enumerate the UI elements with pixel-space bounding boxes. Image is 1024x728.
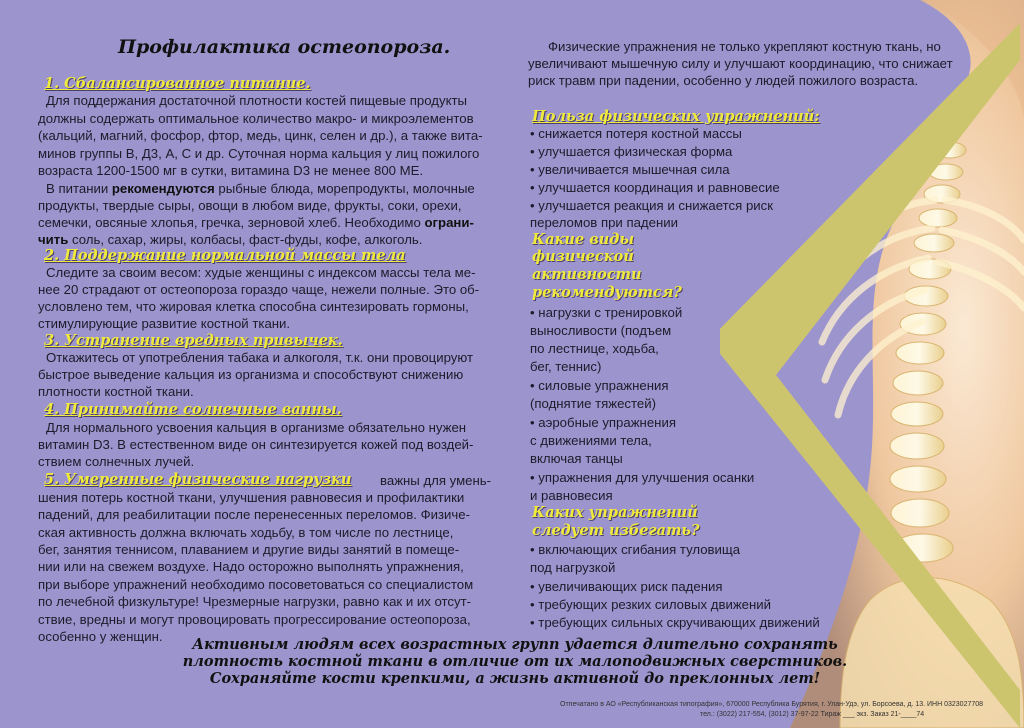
section5-text: бег, занятия теннисом, плаванием и другие виды занятий в помеще- <box>38 542 460 557</box>
kinds-item: бег, теннис) <box>530 359 602 374</box>
intro-text: Физические упражнения не только укрепляют костную ткань, но <box>548 39 941 54</box>
avoid-item: • увеличивающих риск падения <box>530 579 723 594</box>
avoid-heading: Каких упражнений <box>532 504 698 521</box>
section4-heading: 4. Принимайте солнечные ванны. <box>44 401 342 418</box>
avoid-item: • требующих резких силовых движений <box>530 597 771 612</box>
kinds-item: • аэробные упражнения <box>530 415 676 430</box>
section1-heading: 1. Сбалансированное питание. <box>44 75 311 92</box>
section1-text: возраста 1200-1500 мг в сутки, витамина D3 не менее 800 МЕ. <box>38 163 424 178</box>
kinds-item: (поднятие тяжестей) <box>530 396 657 411</box>
benefit-item: • увеличивается мышечная сила <box>530 162 730 177</box>
benefit-item: • улучшается физическая форма <box>530 144 733 159</box>
section1-text: минов группы В, Д3, А, С и др. Суточная норма кальция у лиц пожилого <box>38 146 480 161</box>
imprint-text: Отпечатано в АО «Республиканская типография», 670000 Республика Бурятия, г. Улан-Удэ, ул. Борсоева, д. 13. ИНН 0323027708 <box>560 701 984 708</box>
limit-emphasis: чить <box>38 232 69 247</box>
kinds-item: • нагрузки с тренировкой <box>530 305 683 320</box>
section5-text: важны для умень- <box>380 473 492 488</box>
avoid-heading: следует избегать? <box>532 522 700 539</box>
intro-text: увеличивают мышечную силу и улучшают координацию, что снижает <box>528 56 953 71</box>
section5-text: шения потерь костной ткани, улучшения равновесия и профилактики <box>38 490 465 505</box>
section3-text: плотности костной ткани. <box>38 384 194 399</box>
avoid-item: • требующих сильных скручивающих движений <box>530 615 820 630</box>
text-fragment: семечки, овсяные хлопья, гречка, зерновой хлеб. Необходимо <box>38 215 425 230</box>
kinds-item: с движениями тела, <box>530 433 652 448</box>
kinds-item: • силовые упражнения <box>530 378 669 393</box>
section1-text: продукты, твердые сыры, овощи в любом виде, фрукты, соки, орехи, <box>38 198 462 213</box>
section3-heading: 3. Устранение вредных привычек. <box>44 332 343 349</box>
benefit-item: • улучшается реакция и снижается риск <box>530 198 774 213</box>
section1-text <box>38 231 422 248</box>
text-fragment: В питании <box>46 181 112 196</box>
text-fragment: рыбные блюда, морепродукты, молочные <box>214 181 475 196</box>
kinds-item: выносливости (подъем <box>530 323 672 338</box>
section2-text: условлено тем, что жировая клетка способна синтезировать гормоны, <box>38 299 469 314</box>
closing-line: плотность костной ткани в отличие от их малоподвижных сверстников. <box>182 653 848 670</box>
section1-text: должны содержать оптимальное количество макро- и микроэлементов <box>38 111 474 126</box>
imprint-text: тел.: (3022) 217-554, (3012) 37-97-22 Тираж ___ экз. Заказ 21-____74 <box>700 711 925 718</box>
benefits-heading: Польза физических упражнений: <box>532 108 820 125</box>
recommended-emphasis: рекомендуются <box>111 181 215 196</box>
section3-text: быстрое выведение кальция из организма и способствуют снижению <box>38 367 464 382</box>
section1-text: Для поддержания достаточной плотности костей пищевые продукты <box>46 93 468 108</box>
section5-text: ствие, вредны и могут провоцировать прогрессирование остеопороза, <box>38 612 471 627</box>
benefit-item: переломов при падении <box>530 215 678 230</box>
section4-text: витамин D3. В естественном виде он синтезируется кожей под воздей- <box>38 437 474 452</box>
section2-text: Следите за своим весом: худые женщины с индексом массы тела ме- <box>46 265 476 280</box>
kinds-heading: физической <box>532 248 634 265</box>
benefit-item: • улучшается координация и равновесие <box>530 180 780 195</box>
section5-text: по лечебной физкультуре! Чрезмерные нагрузки, равно как и их отсут- <box>38 594 472 609</box>
section5-text: нии или на свежем воздухе. Надо осторожно выполнять упражнения, <box>38 559 464 574</box>
kinds-item: включая танцы <box>530 451 623 466</box>
closing-line: Сохраняйте кости крепкими, а жизнь активной до преклонных лет! <box>209 670 821 687</box>
section5-heading: 5. Умеренные физические нагрузки <box>44 471 352 488</box>
limit-emphasis: ограни- <box>424 215 474 230</box>
section5-text: при выборе упражнений необходимо посоветоваться со специалистом <box>38 577 474 592</box>
avoid-item: • включающих сгибания туловища <box>530 542 741 557</box>
kinds-heading: Какие виды <box>532 231 635 248</box>
section1-text <box>38 214 474 231</box>
kinds-heading: рекомендуются? <box>532 284 682 301</box>
section2-text: стимулирующие развитие костной ткани. <box>38 316 291 331</box>
kinds-item: • упражнения для улучшения осанки <box>530 470 755 485</box>
benefit-item: • снижается потеря костной массы <box>530 126 742 141</box>
kinds-item: и равновесия <box>530 488 613 503</box>
kinds-heading: активности <box>532 266 642 283</box>
section5-text: падений, для реабилитации после перенесенных переломов. Физиче- <box>38 507 470 522</box>
kinds-item: по лестнице, ходьба, <box>530 341 659 356</box>
section1-paragraph2 <box>46 180 475 197</box>
page-title: Профилактика остеопороза. <box>118 36 451 58</box>
intro-text: риск травм при падении, особенно у людей пожилого возраста. <box>528 73 919 88</box>
section2-heading: 2. Поддержание нормальной массы тела <box>44 247 406 264</box>
section4-text: ствием солнечных лучей. <box>38 454 195 469</box>
section5-text: особенно у женщин. <box>38 629 163 644</box>
section1-text: (кальций, магний, фосфор, фтор, медь, цинк, селен и др.), а также вита- <box>38 128 483 143</box>
avoid-item: под нагрузкой <box>530 560 616 575</box>
section5-text: ская активность должна включать ходьбу, в том числе по лестнице, <box>38 525 454 540</box>
section2-text: нее 20 страдают от остеопороза гораздо чаще, нежели полные. Это об- <box>38 282 480 297</box>
section4-text: Для нормального усвоения кальция в организме обязательно нужен <box>46 420 467 435</box>
section3-text: Откажитесь от употребления табака и алкоголя, т.к. они провоцируют <box>46 350 473 365</box>
text-fragment: соль, сахар, жиры, колбасы, фаст-фуды, кофе, алкоголь. <box>68 232 423 247</box>
closing-line: Активным людям всех возрастных групп удается длительно сохранять <box>192 636 838 653</box>
